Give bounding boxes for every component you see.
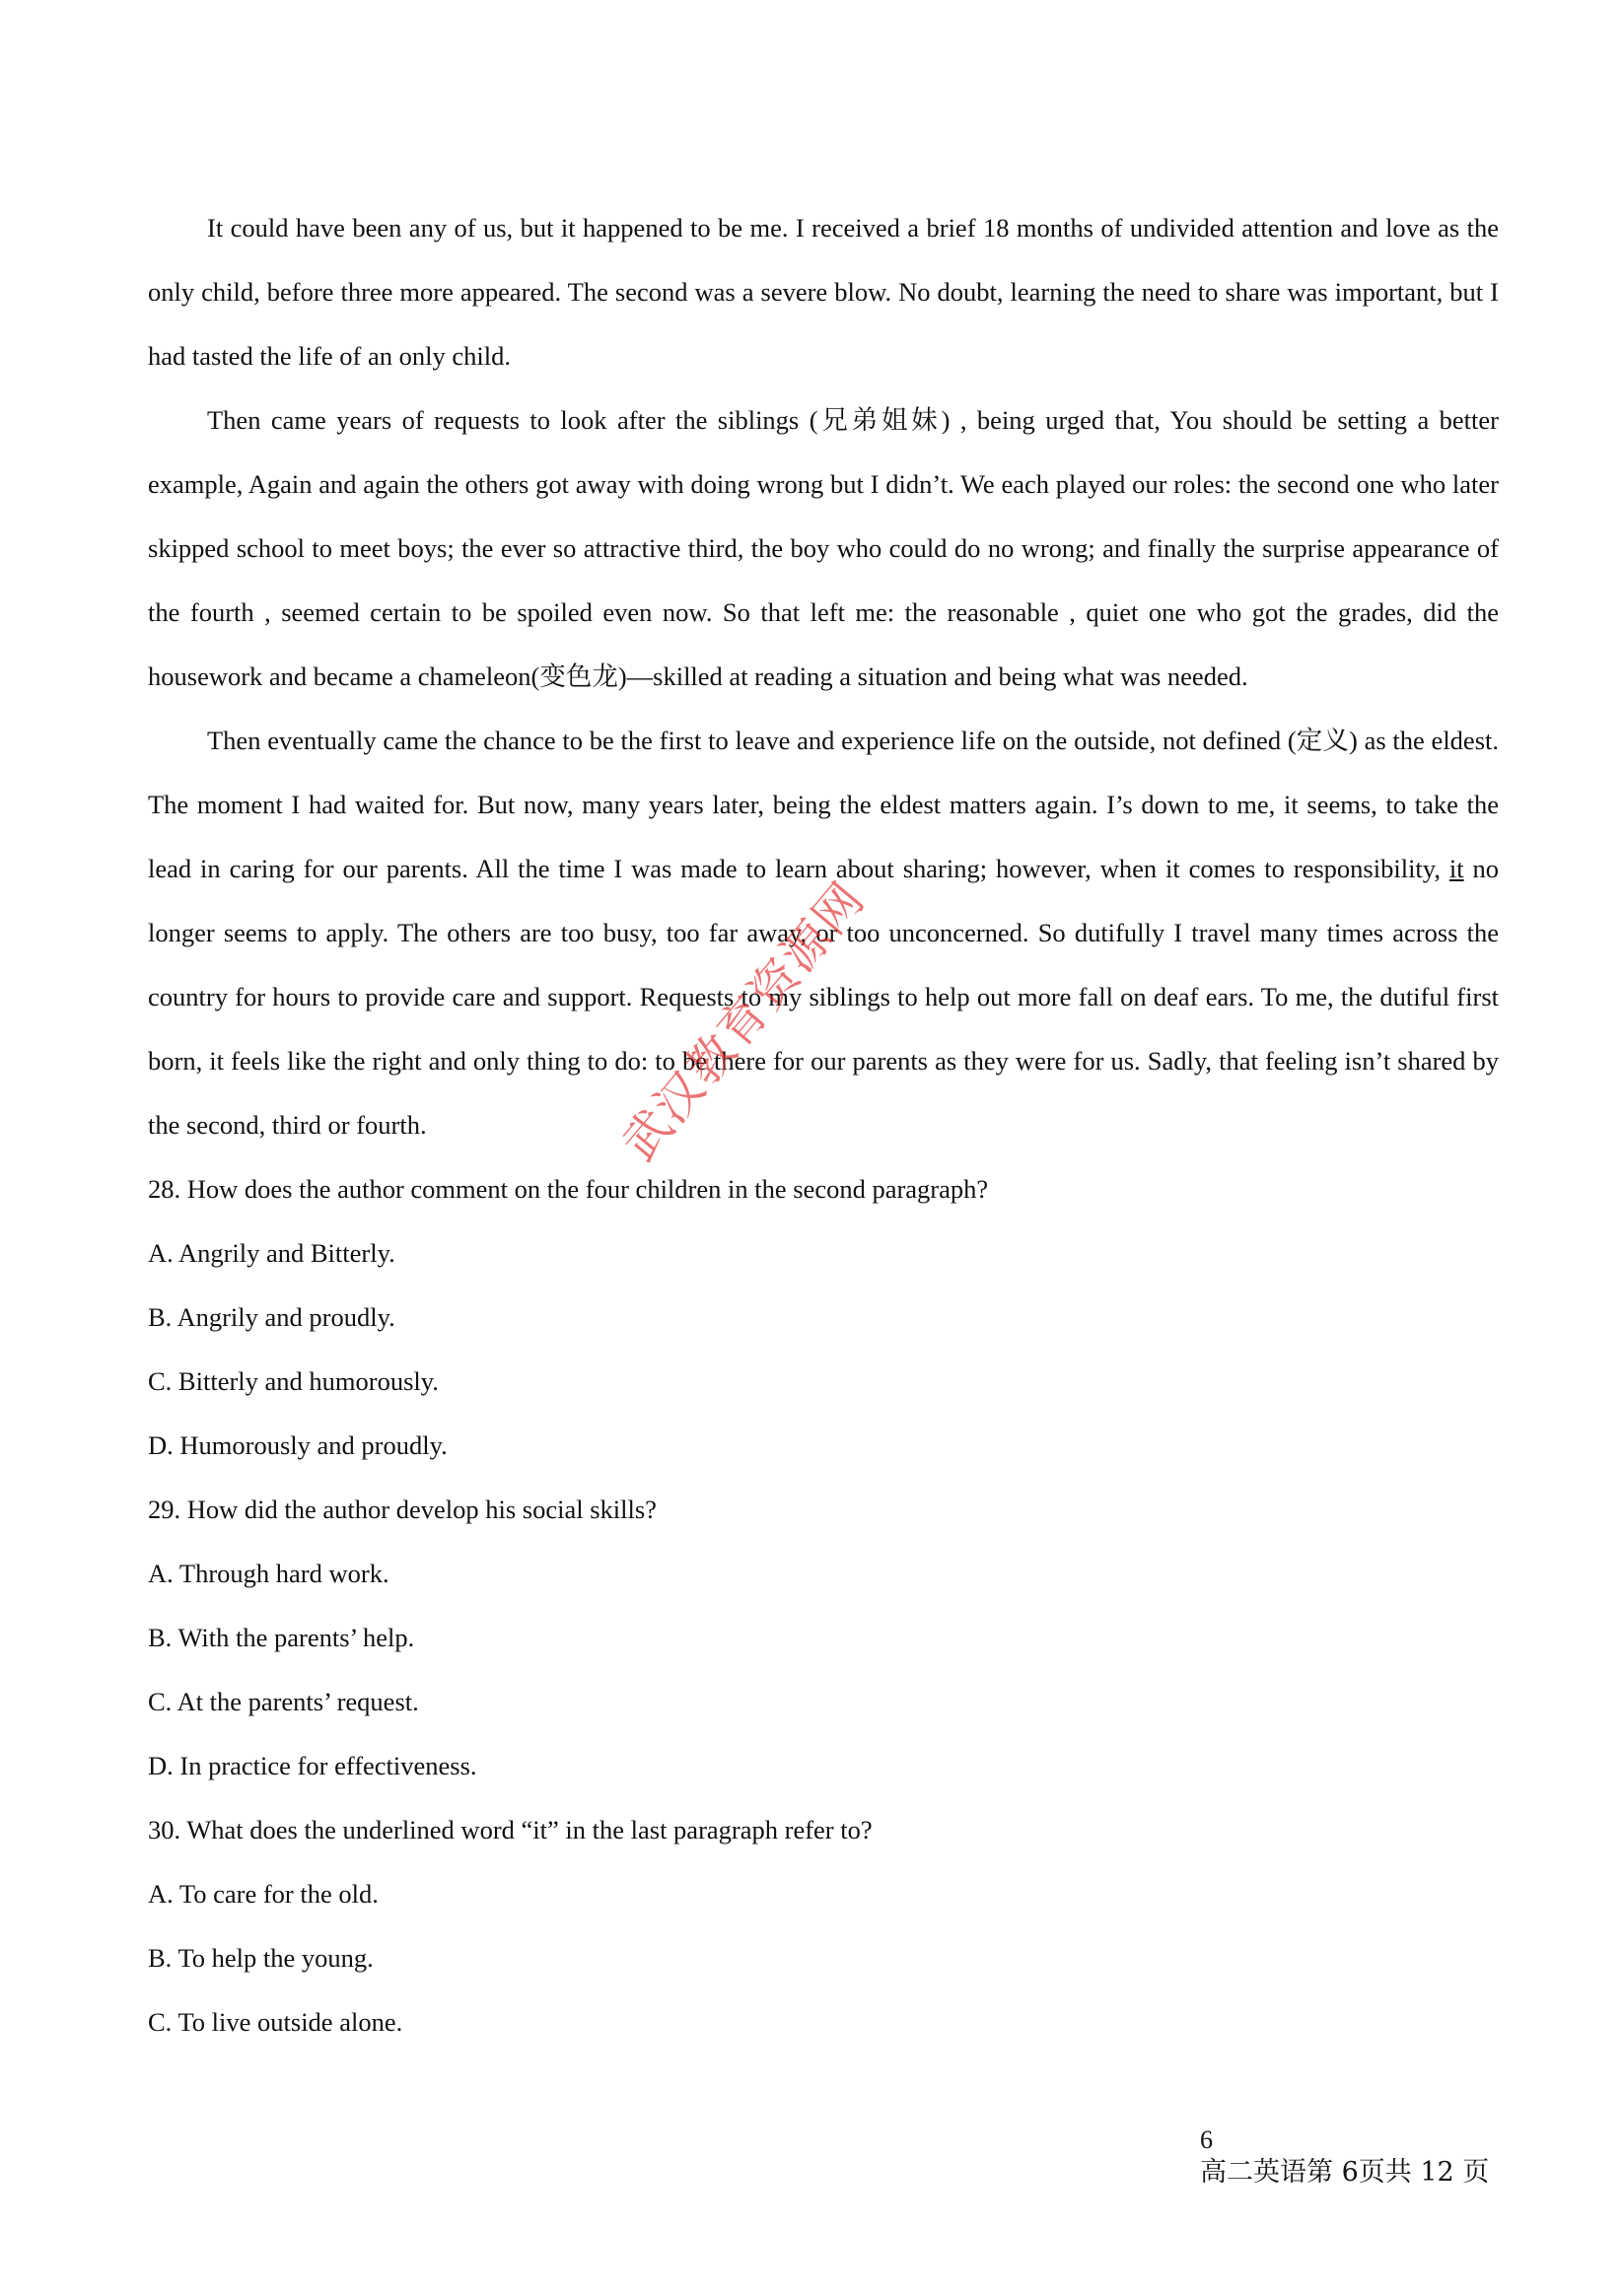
underlined-word-it: it: [1448, 854, 1464, 883]
question-29: [148, 1478, 1499, 1798]
question-28: [148, 1157, 1499, 1478]
page-footer: 高二英语第 6页共 12 页: [1200, 2157, 1490, 2188]
paragraph-1: It could have been any of us, but it happened to be me. I received a brief 18 months of undivided attention and love as the only child, before three more appeared. The second was a severe blow. No doubt, learning the need to share was important, but I had tasted the life of an only child.: [148, 213, 1499, 371]
paragraph-3: [148, 709, 1499, 1157]
question-option: B. Angrily and proudly.: [148, 1302, 395, 1332]
page-number: 6: [1200, 2125, 1213, 2154]
question-option: D. In practice for effectiveness.: [148, 1751, 477, 1780]
question-stem: 28. How does the author comment on the four children in the second paragraph?: [148, 1174, 989, 1204]
document-body: [148, 196, 1499, 2054]
question-option: A. Angrily and Bitterly.: [148, 1238, 395, 1268]
watermark: 武汉教育资源网: [611, 870, 877, 1172]
question-option: B. With the parents’ help.: [148, 1623, 415, 1652]
paragraph-3-part-2: no longer seems to apply. The others are too busy, too far away, or too unconcerned. So dutifully I travel many times across the country for hours to provide care and support. Requests to my siblings to help out more fall on deaf ears. To me, the dutiful first born, it feels like the right and only thing to do: to be there for our parents as they were for us. Sadly, that feeling isn’t shared by the second, third or fourth.: [148, 854, 1500, 1140]
paragraph-3-part-1: Then eventually came the chance to be the first to leave and experience life on the outside, not defined (定义) as the eldest. The moment I had waited for. But now, many years later, being the eldest matters again. I’s down to me, it seems, to take the lead in caring for our parents. All the time I was made to learn about sharing; however, when it comes to responsibility,: [148, 726, 1499, 883]
paragraph-2: Then came years of requests to look after the siblings (兄弟姐妹) , being urged that, You should be setting a better example, Again and again the others got away with doing wrong but I didn’t. We each played our roles: the second one who later skipped school to meet boys; the ever so attractive third, the boy who could do no wrong; and finally the surprise appearance of the fourth , seemed certain to be spoiled even now. So that left me: the reasonable , quiet one who got the grades, did the housework and became a chameleon(变色龙)—skilled at reading a situation and being what was needed.: [148, 405, 1499, 691]
question-option: A. To care for the old.: [148, 1879, 379, 1909]
question-stem: 29. How did the author develop his social skills?: [148, 1495, 657, 1524]
question-option: B. To help the young.: [148, 1943, 374, 1973]
question-option: D. Humorously and proudly.: [148, 1430, 448, 1460]
question-30: [148, 1798, 1499, 2054]
question-option: C. To live outside alone.: [148, 2007, 403, 2037]
question-option: A. Through hard work.: [148, 1559, 389, 1588]
question-option: C. At the parents’ request.: [148, 1687, 419, 1716]
question-stem: 30. What does the underlined word “it” in the last paragraph refer to?: [148, 1815, 873, 1844]
question-option: C. Bitterly and humorously.: [148, 1366, 439, 1396]
